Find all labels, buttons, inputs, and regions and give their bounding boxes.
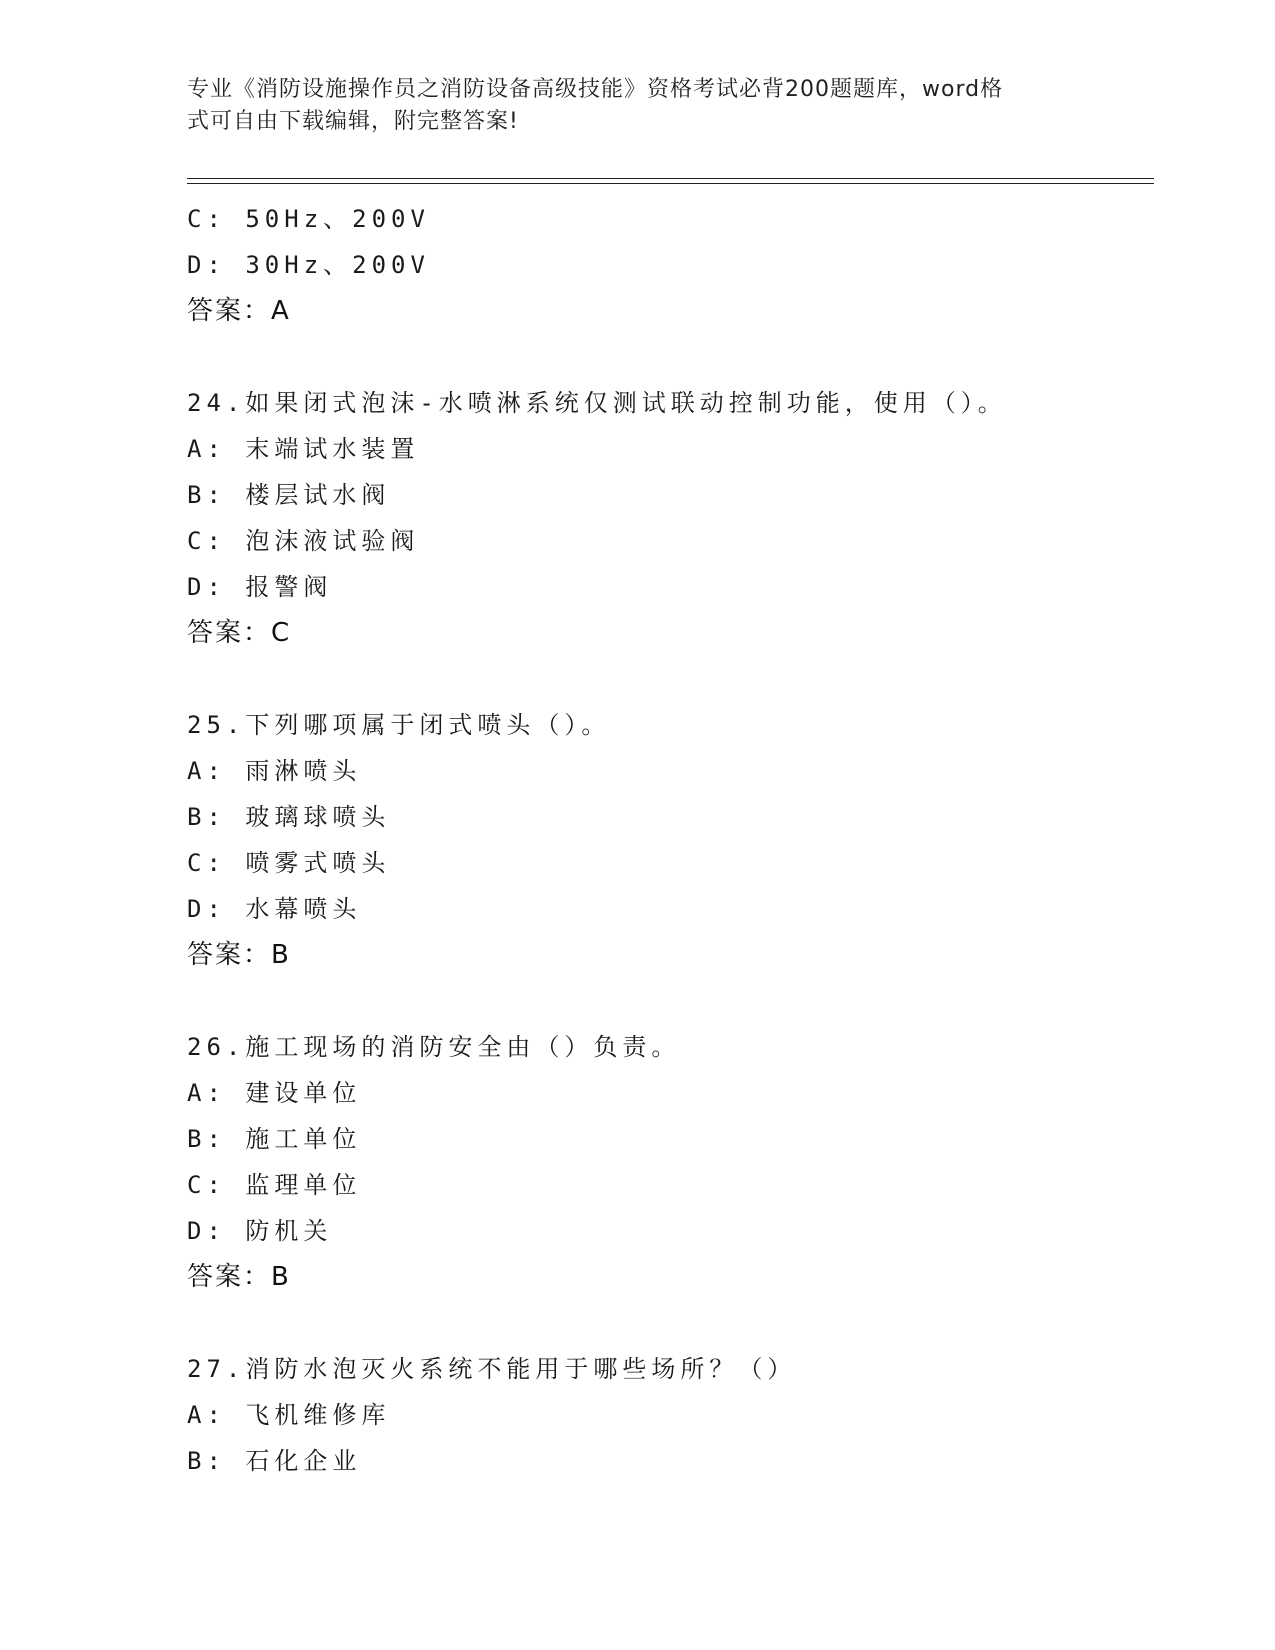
spacer bbox=[187, 656, 1147, 702]
header-divider-top bbox=[187, 178, 1154, 179]
option-c: C: 喷雾式喷头 bbox=[187, 849, 391, 877]
option-d: D: 报警阀 bbox=[187, 573, 333, 601]
option-c: C: 泡沫液试验阀 bbox=[187, 527, 420, 555]
option-b: B: 玻璃球喷头 bbox=[187, 803, 391, 831]
header-divider-bottom bbox=[187, 183, 1154, 184]
option-a: A: 建设单位 bbox=[187, 1079, 362, 1107]
answer-label: 答案：B bbox=[187, 940, 291, 970]
option-b: B: 石化企业 bbox=[187, 1447, 362, 1475]
option-a: A: 末端试水装置 bbox=[187, 435, 420, 463]
option-a: A: 雨淋喷头 bbox=[187, 757, 362, 785]
spacer bbox=[187, 1300, 1147, 1346]
header-line-2: 式可自由下载编辑，附完整答案! bbox=[187, 109, 519, 134]
option-d: D: 30Hz、200V bbox=[187, 251, 430, 279]
answer-label: 答案：B bbox=[187, 1262, 291, 1292]
question-text: 27.消防水泡灭火系统不能用于哪些场所？（） bbox=[187, 1355, 797, 1383]
question-text: 24.如果闭式泡沫-水喷淋系统仅测试联动控制功能，使用（）。 bbox=[187, 389, 1007, 417]
option-b: B: 施工单位 bbox=[187, 1125, 362, 1153]
option-b: B: 楼层试水阀 bbox=[187, 481, 391, 509]
header-line-1: 专业《消防设施操作员之消防设备高级技能》资格考试必背200题题库，word格 bbox=[187, 77, 1004, 102]
spacer bbox=[187, 334, 1147, 380]
option-c: C: 监理单位 bbox=[187, 1171, 362, 1199]
option-a: A: 飞机维修库 bbox=[187, 1401, 391, 1429]
question-text: 25.下列哪项属于闭式喷头（）。 bbox=[187, 711, 611, 739]
question-23-tail bbox=[187, 196, 1147, 334]
question-text: 26.施工现场的消防安全由（）负责。 bbox=[187, 1033, 681, 1061]
option-d: D: 防机关 bbox=[187, 1217, 333, 1245]
answer-label: 答案：C bbox=[187, 618, 292, 648]
option-c: C: 50Hz、200V bbox=[187, 205, 430, 233]
question-25 bbox=[187, 702, 1147, 978]
question-26 bbox=[187, 1024, 1147, 1300]
option-d: D: 水幕喷头 bbox=[187, 895, 362, 923]
question-27 bbox=[187, 1346, 1147, 1484]
question-24 bbox=[187, 380, 1147, 656]
document-header bbox=[187, 74, 1077, 138]
question-list bbox=[187, 196, 1147, 1484]
answer-label: 答案：A bbox=[187, 296, 291, 326]
spacer bbox=[187, 978, 1147, 1024]
